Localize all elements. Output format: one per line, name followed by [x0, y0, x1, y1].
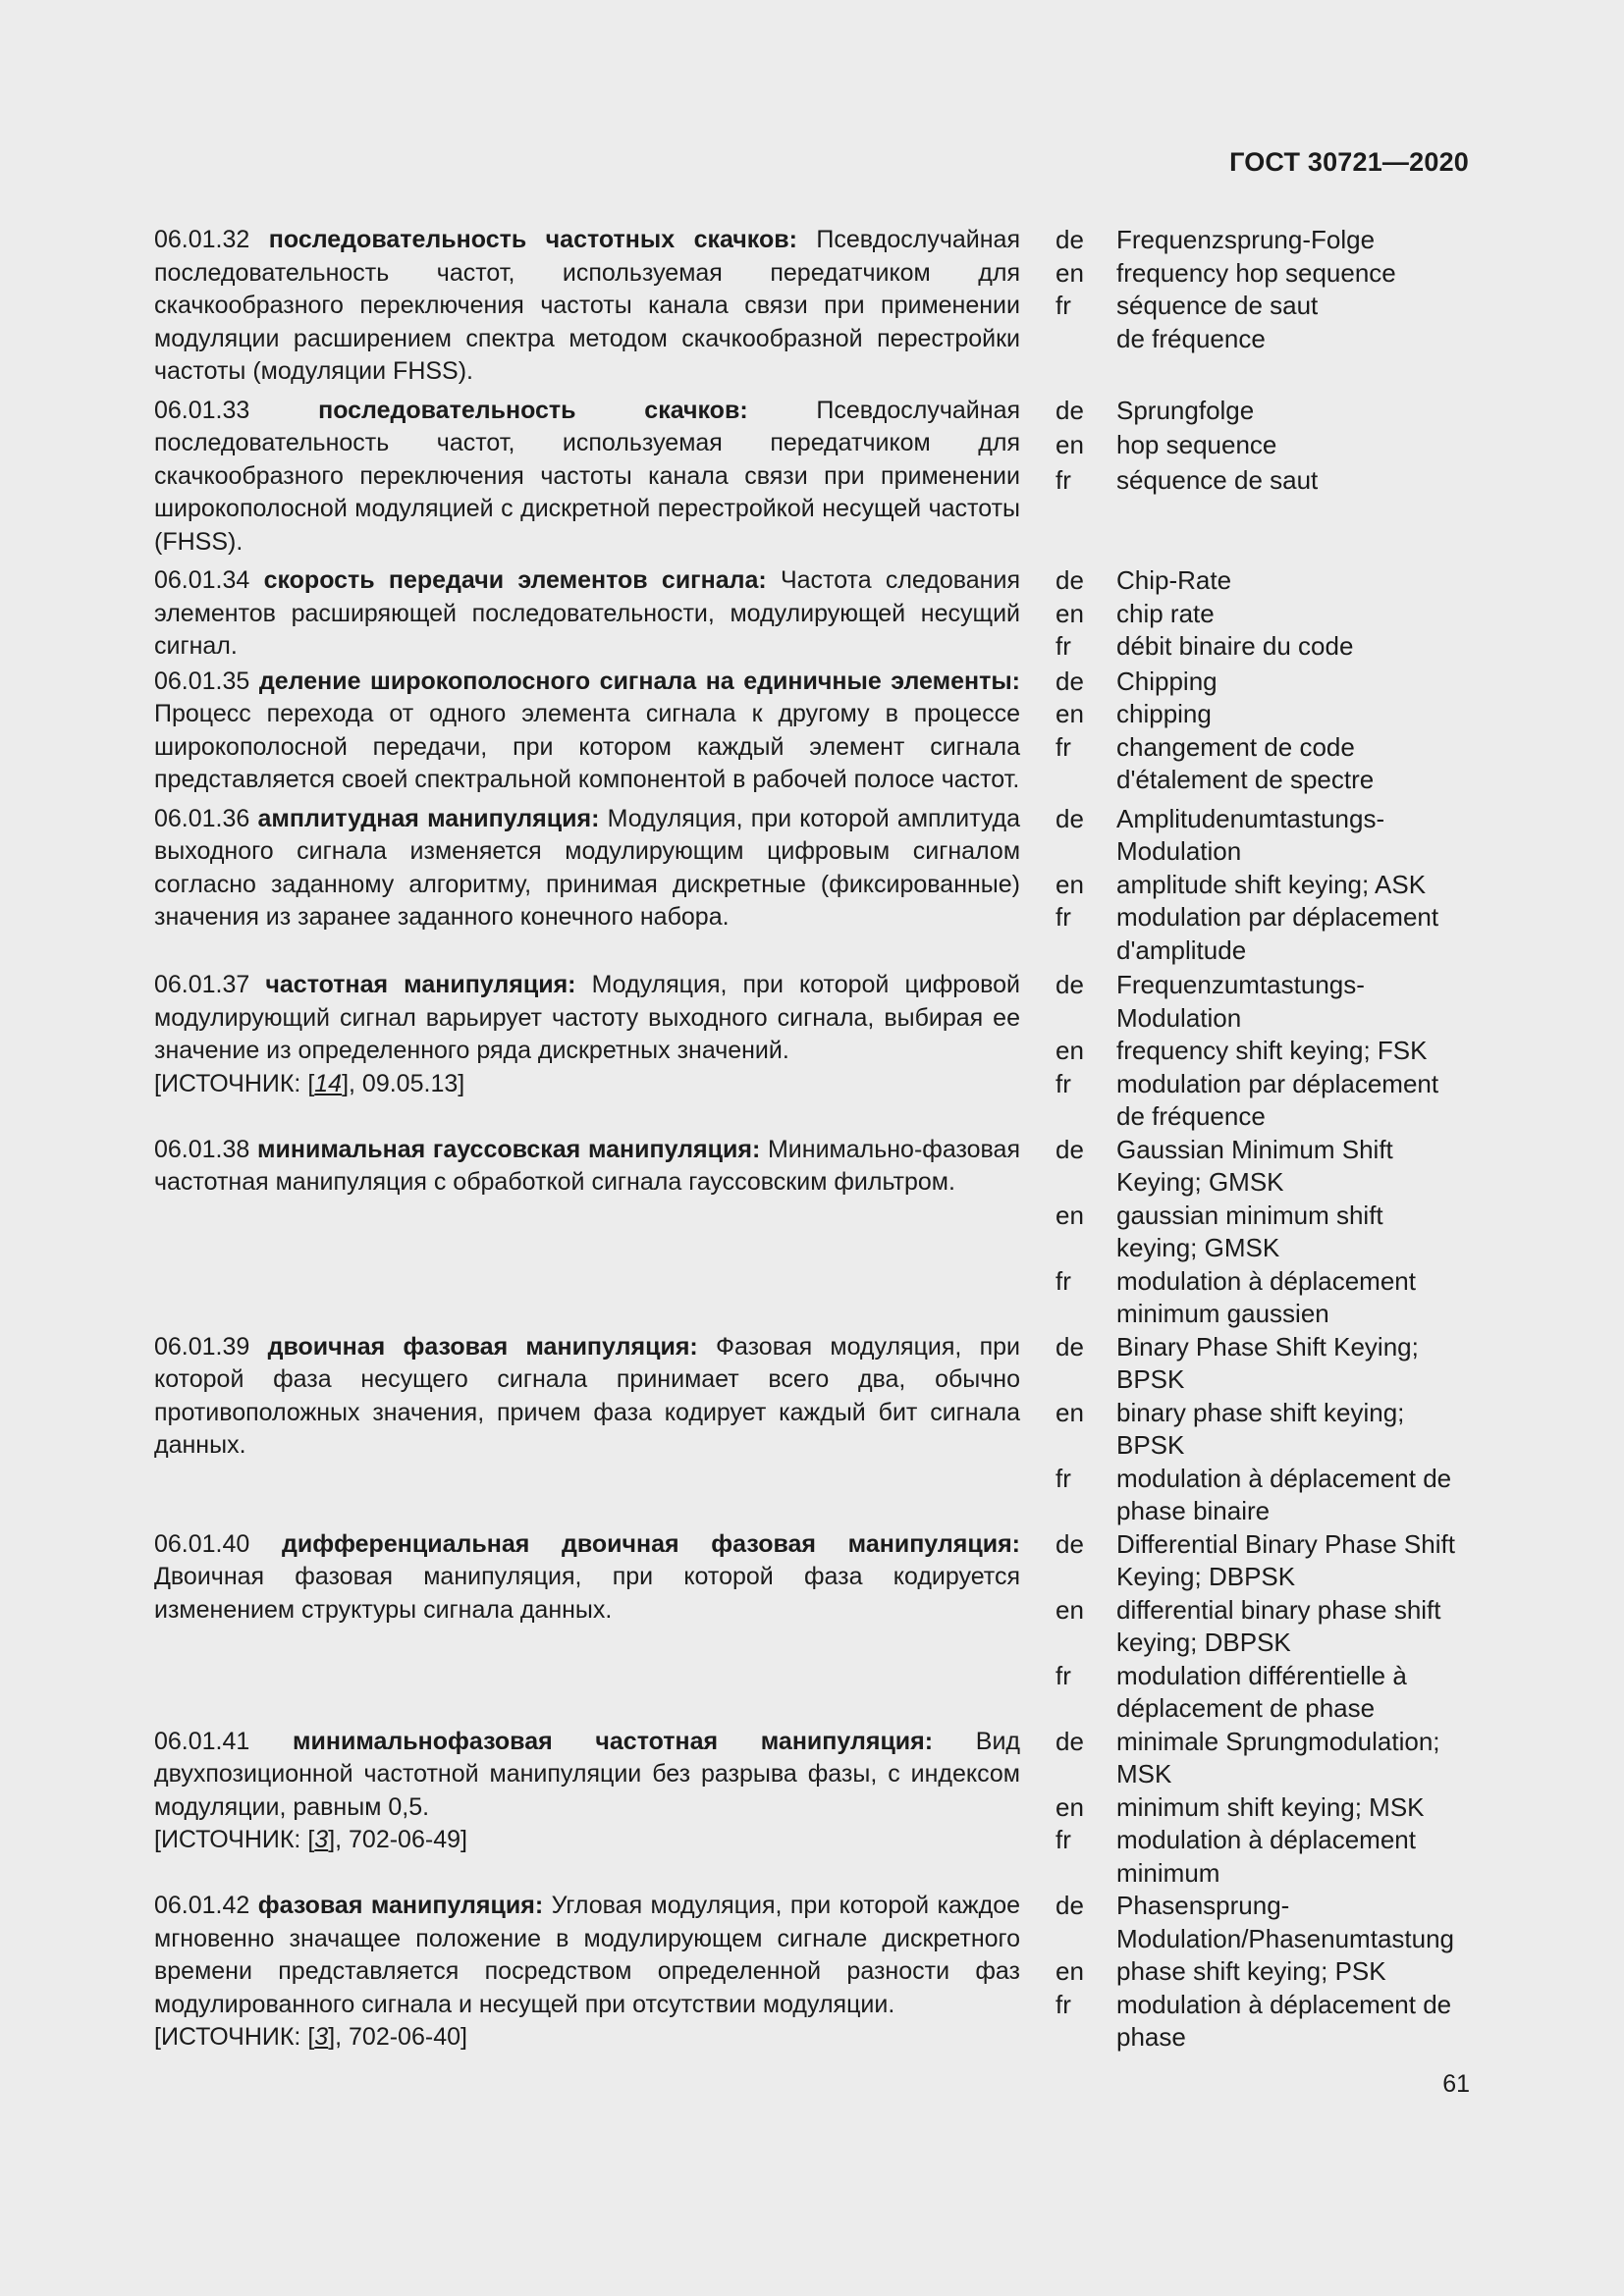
term-entry	[154, 1331, 1470, 1528]
equivalent-de: de minimale Sprungmodulation; MSK	[1056, 1726, 1440, 1789]
language-equivalents	[1056, 803, 1470, 968]
equivalent-en: en phase shift keying; PSK	[1056, 1956, 1386, 1986]
term-entry	[154, 666, 1470, 797]
term-entry	[154, 1726, 1470, 1891]
equivalent-en: en amplitude shift keying; ASK	[1056, 869, 1427, 899]
term-title: последовательность скачков:	[318, 396, 748, 424]
term-definition	[154, 1726, 1020, 1857]
equivalent-en: en gaussian minimum shift keying; GMSK	[1056, 1200, 1383, 1262]
definition-text: Частота следования элементов расширяющей последовательности, модулирующей несущий сигнал.	[154, 566, 1020, 660]
term-number: 06.01.35	[154, 667, 250, 695]
equivalent-fr: fr modulation par déplacement de fréquence	[1056, 1068, 1439, 1131]
language-equivalents	[1056, 1331, 1470, 1528]
equivalent-de: de Binary Phase Shift Keying; BPSK	[1056, 1331, 1419, 1394]
equivalent-en: en binary phase shift keying; BPSK	[1056, 1397, 1405, 1460]
term-title: последовательность частотных скачков:	[268, 226, 797, 253]
term-definition	[154, 1331, 1020, 1463]
term-entry	[154, 395, 1470, 560]
term-entry	[154, 564, 1470, 664]
equivalent-fr: fr modulation à déplacement minimum	[1056, 1825, 1416, 1888]
equivalent-fr: fr modulation à déplacement de phase	[1056, 1989, 1452, 2052]
equivalent-de: de Frequenzsprung-Folge	[1056, 225, 1376, 254]
term-number: 06.01.37	[154, 971, 250, 998]
source-reference: [ИСТОЧНИК: [14], 09.05.13]	[154, 1069, 465, 1097]
equivalent-de: de Sprungfolge	[1056, 395, 1255, 425]
terms-list	[154, 224, 1470, 2055]
term-entry	[154, 969, 1470, 1134]
term-entry	[154, 1134, 1470, 1331]
definition-text: Фазовая модуляция, при которой фаза несущего сигнала принимает всего два, обычно противоположных значения, причем фаза кодирует каждый бит сигнала данных.	[154, 1332, 1020, 1459]
source-reference: [ИСТОЧНИК: [3], 702-06-40]	[154, 2023, 467, 2051]
language-equivalents	[1056, 395, 1470, 498]
equivalent-fr: fr changement de code d'étalement de spectre	[1056, 731, 1375, 794]
term-title: фазовая манипуляция:	[257, 1892, 544, 1919]
language-equivalents	[1056, 666, 1470, 797]
term-entry	[154, 224, 1470, 389]
equivalent-de: de Differential Binary Phase Shift Keying; DBPSK	[1056, 1528, 1455, 1591]
language-equivalents	[1056, 1890, 1470, 2055]
equivalent-en: en frequency shift keying; FSK	[1056, 1036, 1428, 1065]
equivalent-de: de Phasensprung-Modulation/Phasenumtastung	[1056, 1891, 1455, 1953]
term-number: 06.01.36	[154, 804, 250, 832]
term-title: минимальная гауссовская манипуляция:	[257, 1135, 761, 1163]
equivalent-de: de Chip-Rate	[1056, 565, 1232, 595]
equivalent-fr: fr modulation différentielle à déplacement de phase	[1056, 1660, 1407, 1723]
term-definition	[154, 564, 1020, 664]
equivalent-de: de Gaussian Minimum Shift Keying; GMSK	[1056, 1134, 1393, 1197]
term-title: минимальнофазовая частотная манипуляция:	[293, 1727, 934, 1755]
equivalent-fr: fr modulation à déplacement de phase binaire	[1056, 1463, 1452, 1525]
equivalent-de: de Chipping	[1056, 666, 1218, 696]
term-definition	[154, 1134, 1020, 1200]
definition-text: Угловая модуляция, при которой каждое мгновенно значащее положение в модулирующем сигнале дискретного времени представляется посредством определенной разности фаз модулированного сигнала и несущей при отсутствии модуляции.	[154, 1892, 1020, 2018]
term-definition	[154, 395, 1020, 560]
term-number: 06.01.32	[154, 226, 250, 253]
language-equivalents	[1056, 969, 1470, 1134]
term-definition	[154, 803, 1020, 934]
source-link[interactable]: 3	[314, 1826, 329, 1853]
term-title: деление широкополосного сигнала на единичные элементы:	[258, 667, 1020, 695]
term-title: скорость передачи элементов сигнала:	[263, 566, 767, 594]
definition-text: Процесс перехода от одного элемента сигнала к другому в процессе широкополосной передачи, при котором каждый элемент сигнала представляется своей спектральной компонентой в рабочей полосе частот.	[154, 700, 1020, 793]
equivalent-en: en hop sequence	[1056, 430, 1277, 459]
term-definition	[154, 666, 1020, 797]
term-title: амплитудная манипуляция:	[257, 804, 600, 832]
language-equivalents	[1056, 564, 1470, 664]
definition-text: Модуляция, при которой амплитуда выходного сигнала изменяется модулирующим цифровым сигналом согласно заданному алгоритму, принимая дискретные (фиксированные) значения из заранее заданного конечного набора.	[154, 804, 1020, 931]
term-entry	[154, 1528, 1470, 1726]
definition-text: Псевдослучайная последовательность частот, используемая передатчиком для скачкообразного переключения частоты канала связи при применении широкополосной модуляцией с дискретной перестройкой несущей частоты (FHSS).	[154, 396, 1021, 556]
language-equivalents	[1056, 1134, 1470, 1331]
term-number: 06.01.39	[154, 1332, 250, 1361]
term-title: частотная манипуляция:	[265, 971, 576, 998]
equivalent-en: en frequency hop sequence	[1056, 257, 1396, 288]
source-link[interactable]: 3	[314, 2023, 329, 2051]
term-number: 06.01.42	[154, 1892, 250, 1919]
language-equivalents	[1056, 1528, 1470, 1726]
equivalent-en: en chip rate	[1056, 598, 1215, 628]
term-definition	[154, 1528, 1020, 1628]
source-link[interactable]: 14	[314, 1069, 343, 1097]
definition-text: Вид двухпозиционной частотной манипуляции без разрыва фазы, с индексом модуляции, равным 0,5.	[154, 1727, 1020, 1821]
language-equivalents	[1056, 1726, 1470, 1891]
equivalent-de: de Frequenzumtastungs-Modulation	[1056, 970, 1365, 1033]
term-number: 06.01.38	[154, 1135, 250, 1163]
equivalent-en: en differential binary phase shift keying; DBPSK	[1056, 1594, 1441, 1657]
term-definition	[154, 969, 1020, 1100]
equivalent-en: en minimum shift keying; MSK	[1056, 1791, 1425, 1822]
language-equivalents	[1056, 224, 1470, 355]
equivalent-de: de Amplitudenumtastungs-Modulation	[1056, 803, 1385, 866]
term-entry	[154, 1890, 1470, 2055]
definition-text: Минимально-фазовая частотная манипуляция с обработкой сигнала гауссовским фильтром.	[154, 1135, 1020, 1196]
page-number: 61	[1442, 2070, 1470, 2098]
term-title: дифференциальная двоичная фазовая манипуляция:	[282, 1529, 1020, 1558]
equivalent-fr: fr séquence de saut	[1056, 464, 1319, 495]
equivalent-fr: fr séquence de saut de fréquence	[1056, 291, 1319, 353]
term-number: 06.01.34	[154, 566, 250, 594]
term-number: 06.01.40	[154, 1529, 250, 1558]
definition-text: Модуляция, при которой цифровой модулирующий сигнал варьирует частоту выходного сигнала, выбирая ее значение из определенного ряда дискретных значений.	[154, 971, 1020, 1064]
definition-text: Двоичная фазовая манипуляция, при которой фаза кодируется изменением структуры сигнала данных.	[154, 1563, 1020, 1624]
term-number: 06.01.41	[154, 1727, 250, 1755]
equivalent-fr: fr modulation par déplacement d'amplitude	[1056, 902, 1439, 965]
equivalent-en: en chipping	[1056, 699, 1212, 728]
term-number: 06.01.33	[154, 396, 250, 424]
term-definition	[154, 224, 1020, 389]
source-reference: [ИСТОЧНИК: [3], 702-06-49]	[154, 1826, 467, 1853]
equivalent-fr: fr modulation à déplacement minimum gaussien	[1056, 1265, 1416, 1328]
standard-designation: ГОСТ 30721—2020	[1229, 147, 1469, 177]
equivalent-fr: fr débit binaire du code	[1056, 631, 1354, 661]
term-entry	[154, 803, 1470, 968]
term-definition	[154, 1890, 1020, 2055]
definition-text: Псевдослучайная последовательность частот, используемая передатчиком для скачкообразного переключения частоты канала связи при применении модуляции расширением спектра методом скачкообразной перестройки частоты (модуляции FHSS).	[154, 226, 1020, 385]
term-title: двоичная фазовая манипуляция:	[267, 1332, 698, 1361]
